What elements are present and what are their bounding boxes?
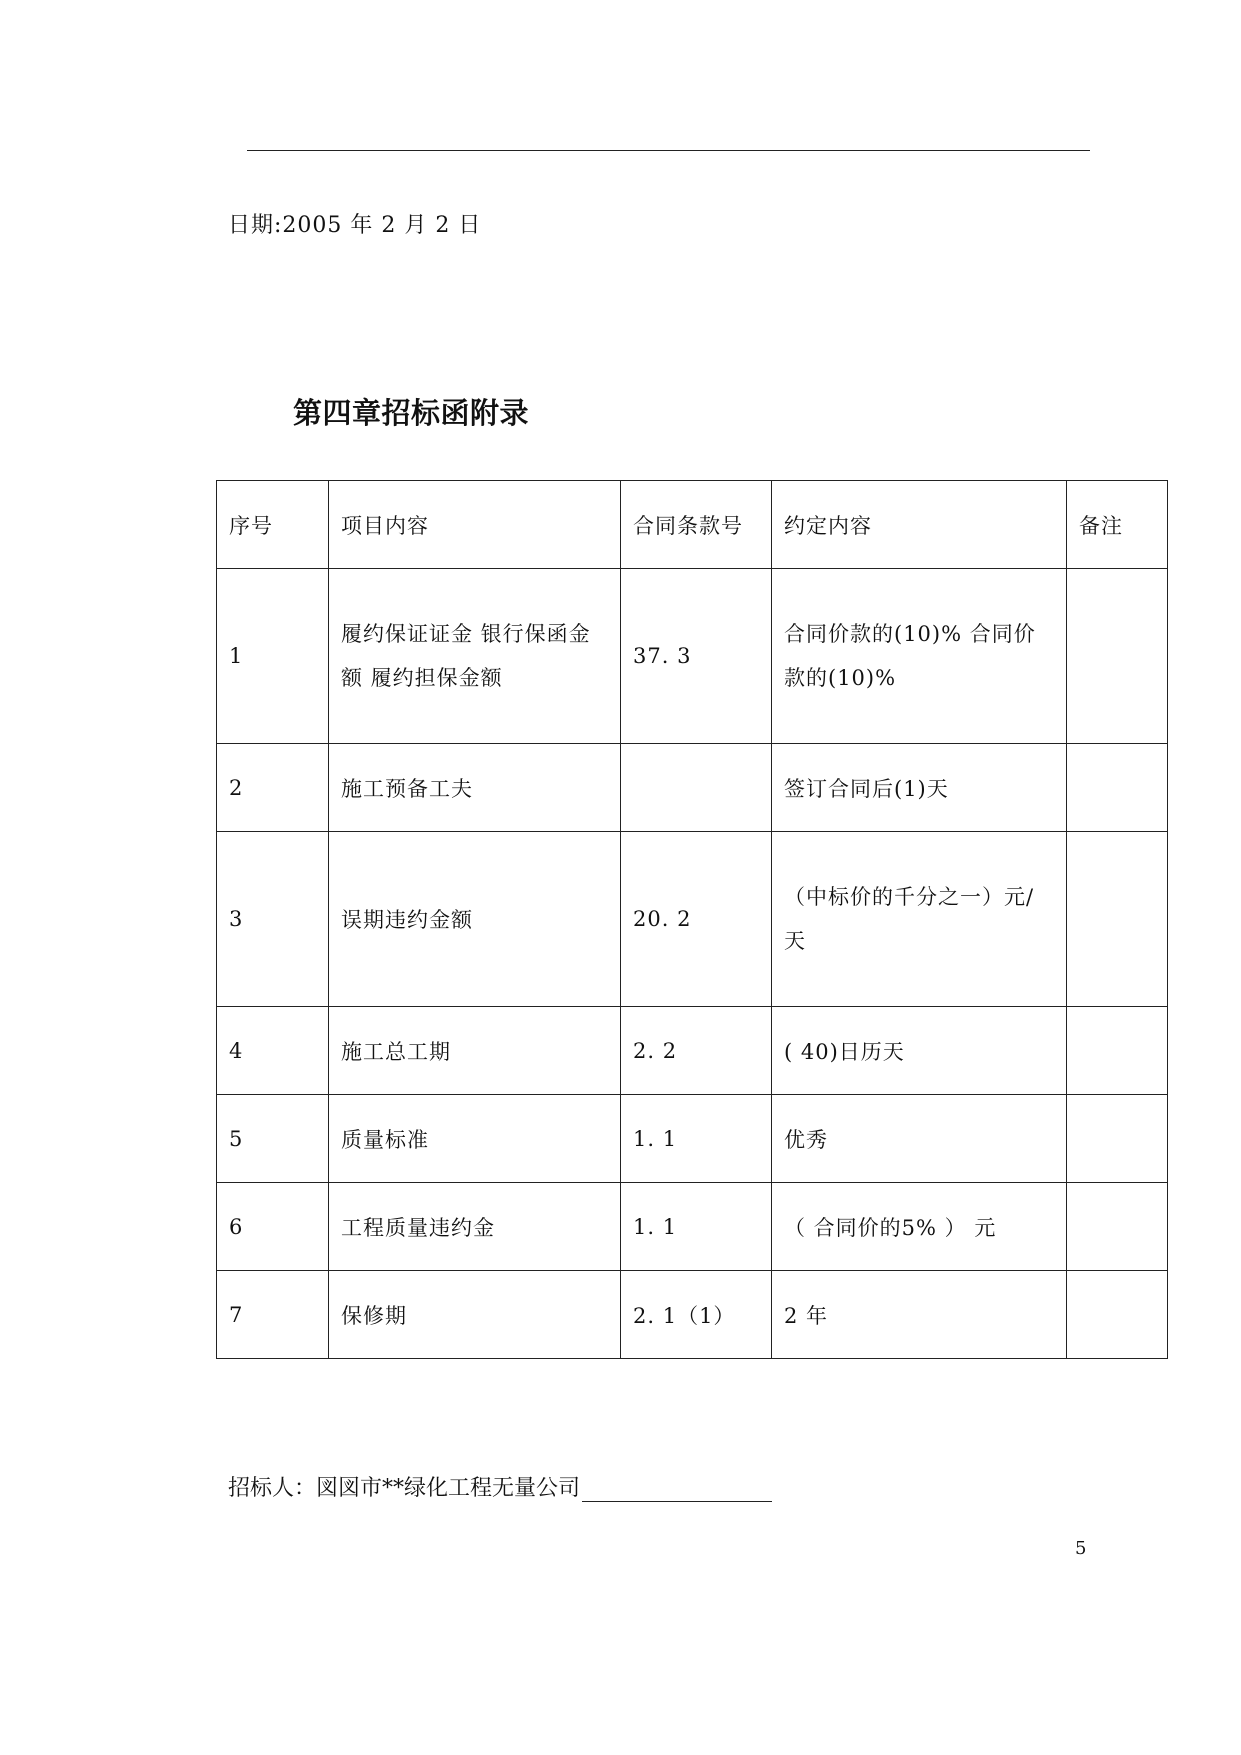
cell-item (329, 569, 621, 744)
cell-seq: 5 (217, 1095, 329, 1183)
tender-appendix-table (216, 480, 1168, 1359)
table-row (217, 744, 1168, 832)
cell-content-line: 款的(10)% (784, 666, 897, 690)
cell-remark (1067, 1095, 1168, 1183)
table-row (217, 569, 1168, 744)
cell-item: 误期违约金额 (329, 832, 621, 1007)
cell-clause: 2. 2 (621, 1007, 772, 1095)
page-number: 5 (1075, 1538, 1087, 1559)
table-row (217, 1095, 1168, 1183)
cell-remark (1067, 1183, 1168, 1271)
cell-content (772, 569, 1067, 744)
cell-content (772, 832, 1067, 1007)
cell-remark (1067, 1007, 1168, 1095)
table-row (217, 1271, 1168, 1359)
cell-content-line: 天 (784, 929, 806, 953)
cell-item-line: 额 履约担保金额 (341, 666, 503, 690)
document-date: 日期:2005 年 2 月 2 日 (228, 213, 482, 238)
cell-content: 签订合同后(1)天 (772, 744, 1067, 832)
cell-seq: 2 (217, 744, 329, 832)
table-row (217, 832, 1168, 1007)
header-remark: 备注 (1067, 481, 1168, 569)
cell-clause: 1. 1 (621, 1095, 772, 1183)
cell-remark (1067, 744, 1168, 832)
cell-clause: 1. 1 (621, 1183, 772, 1271)
cell-remark (1067, 1271, 1168, 1359)
table-header-row (217, 481, 1168, 569)
cell-content-line: 合同价款的(10)% 合同价 (784, 622, 1036, 646)
cell-seq: 6 (217, 1183, 329, 1271)
header-item: 项目内容 (329, 481, 621, 569)
header-content: 约定内容 (772, 481, 1067, 569)
tenderer-label: 招标人：図図市**绿化工程无量公司 (228, 1476, 581, 1501)
signature-blank (582, 1479, 772, 1502)
cell-remark (1067, 569, 1168, 744)
cell-content: （ 合同价的5% ） 元 (772, 1183, 1067, 1271)
table-row (217, 1007, 1168, 1095)
header-clause: 合同条款号 (621, 481, 772, 569)
tenderer-line (228, 1471, 772, 1502)
header-seq: 序号 (217, 481, 329, 569)
cell-content: 2 年 (772, 1271, 1067, 1359)
top-separator-line (247, 150, 1090, 151)
cell-clause: 2. 1（1） (621, 1271, 772, 1359)
cell-content: ( 40)日历天 (772, 1007, 1067, 1095)
cell-seq: 3 (217, 832, 329, 1007)
table-row (217, 1183, 1168, 1271)
cell-item: 工程质量违约金 (329, 1183, 621, 1271)
cell-clause: 20. 2 (621, 832, 772, 1007)
cell-item: 施工总工期 (329, 1007, 621, 1095)
cell-content-line: （中标价的千分之一）元/ (784, 885, 1035, 909)
cell-seq: 1 (217, 569, 329, 744)
cell-clause (621, 744, 772, 832)
cell-content: 优秀 (772, 1095, 1067, 1183)
cell-item: 保修期 (329, 1271, 621, 1359)
cell-item: 质量标准 (329, 1095, 621, 1183)
cell-item: 施工预备工夫 (329, 744, 621, 832)
cell-seq: 4 (217, 1007, 329, 1095)
cell-remark (1067, 832, 1168, 1007)
cell-seq: 7 (217, 1271, 329, 1359)
chapter-title: 第四章招标函附录 (293, 396, 530, 430)
cell-item-line: 履约保证证金 银行保函金 (341, 622, 591, 646)
cell-clause: 37. 3 (621, 569, 772, 744)
